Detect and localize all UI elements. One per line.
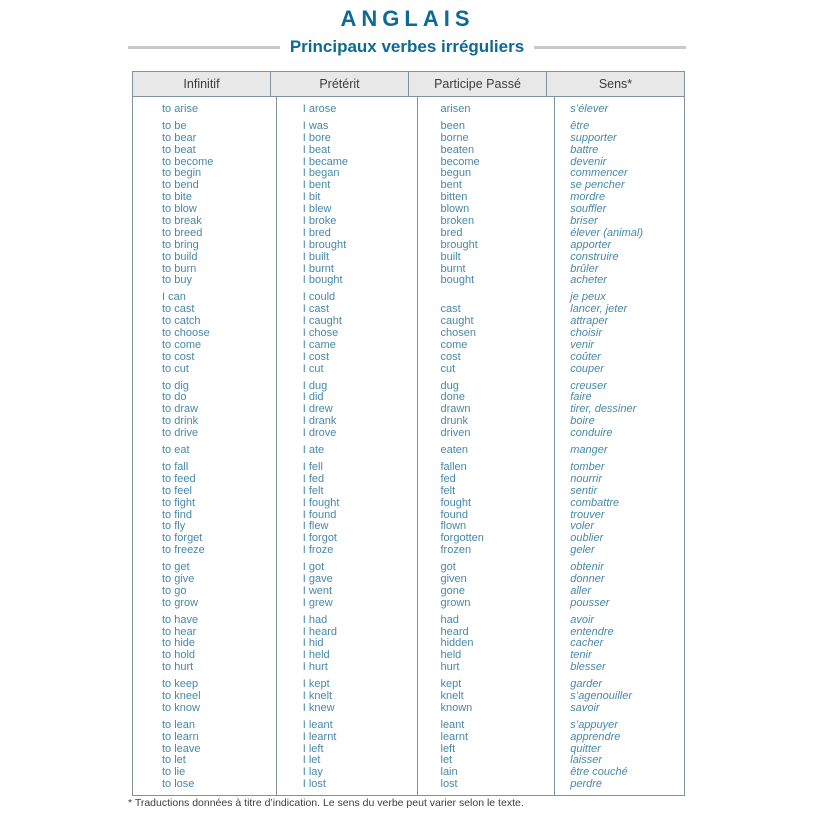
table-column-pret: [276, 97, 417, 795]
verb-cell-pret: I blew: [302, 203, 332, 216]
verb-group: [441, 104, 555, 116]
verb-cell-inf: to hurt: [162, 661, 194, 674]
verb-cell-inf: to fight: [162, 496, 196, 509]
verb-cell-pret: I caught: [302, 315, 342, 328]
verb-cell-pp: chosen: [440, 327, 476, 340]
verb-cell-sens: commencer: [570, 167, 628, 180]
verb-cell-pret: I went: [302, 584, 333, 597]
verb-cell-pret: I burnt: [302, 262, 334, 275]
verb-cell-pret: I drank: [302, 415, 337, 428]
verb-cell-sens: attraper: [570, 315, 609, 328]
column-header-inf: Infinitif: [183, 77, 220, 91]
verb-cell-sens: blesser: [570, 661, 606, 674]
verb-cell-pret: I bent: [302, 179, 331, 192]
verb-cell-inf: to grow: [162, 596, 199, 609]
verb-group: [570, 292, 684, 375]
verb-group: [303, 562, 417, 610]
verb-cell-sens: manger: [570, 444, 608, 457]
verb-cell-pret: I leant: [302, 718, 333, 731]
verb-cell-inf: to bear: [162, 131, 197, 144]
verb-cell-inf: to keep: [162, 678, 199, 691]
verb-cell-sens: apprendre: [570, 730, 621, 743]
verb-cell-pret: I hurt: [302, 661, 328, 674]
verb-group: [162, 679, 276, 715]
verb-cell-sens: laisser: [570, 754, 603, 767]
verb-cell-pret: I held: [302, 649, 330, 662]
verb-cell-sens: être: [570, 119, 590, 132]
verb-cell-pp: done: [440, 391, 465, 404]
verb-cell-pp: held: [440, 649, 462, 662]
verb-cell-sens: sentir: [570, 484, 598, 497]
verb-cell-inf: to break: [162, 215, 202, 228]
verb-cell-inf: to catch: [162, 315, 201, 328]
verb-cell-inf: to drive: [162, 427, 199, 440]
verb-cell-pret: I found: [302, 508, 337, 521]
verb-cell-sens: apporter: [570, 238, 612, 251]
verb-cell-pret: I built: [302, 250, 330, 263]
verb-cell-pret: I did: [302, 391, 324, 404]
verb-cell-inf: to beat: [162, 143, 196, 156]
verb-group: [570, 445, 684, 457]
verb-cell-inf: to draw: [162, 403, 199, 416]
verb-group: [570, 462, 684, 557]
verb-cell-pret: I hid: [302, 637, 324, 650]
verb-cell-inf: to lose: [162, 778, 195, 791]
verb-cell-pret: I knelt: [302, 689, 333, 702]
verb-cell-pret: I froze: [302, 544, 334, 557]
verb-cell-inf: to fly: [162, 520, 186, 533]
verb-cell-pret: I fed: [302, 472, 325, 485]
verb-cell-pret: I could: [302, 291, 336, 304]
verb-group: [303, 615, 417, 674]
verb-cell-inf: to do: [162, 391, 187, 404]
verb-cell-pret: I fell: [302, 460, 323, 473]
verb-cell-pp: fed: [440, 472, 456, 485]
verb-cell-sens: geler: [570, 544, 595, 557]
verb-cell-sens: perdre: [570, 778, 603, 791]
verb-cell-pp: forgotten: [440, 532, 484, 545]
verb-cell-pret: I dug: [302, 379, 328, 392]
verb-cell-pret: I bore: [302, 131, 331, 144]
verb-cell-inf: to blow: [162, 203, 197, 216]
verb-cell-sens: construire: [570, 250, 619, 263]
verb-cell-pp: given: [440, 572, 467, 585]
verb-cell-pret: I lay: [302, 766, 323, 779]
column-header-pret: Prétérit: [270, 72, 408, 96]
verb-cell-sens: devenir: [570, 155, 607, 168]
verb-cell-pp: drawn: [440, 403, 471, 416]
verb-cell-pp: burnt: [440, 262, 466, 275]
verb-cell-pp: cost: [440, 350, 461, 363]
column-header-pp: Participe Passé: [408, 72, 546, 96]
verb-group: [303, 381, 417, 440]
verb-cell-pret: I knew: [302, 701, 335, 714]
verb-group: [162, 615, 276, 674]
verb-cell-pp: hurt: [440, 661, 460, 674]
verb-cell-sens: boire: [570, 415, 595, 428]
verb-group: [303, 679, 417, 715]
verb-group: [570, 381, 684, 440]
verb-cell-pp: lain: [440, 766, 458, 779]
verb-group: [441, 292, 555, 375]
verb-cell-pret: I lost: [302, 778, 326, 791]
verb-group: [570, 679, 684, 715]
verb-cell-pret: I felt: [302, 484, 324, 497]
verb-cell-inf: to feel: [162, 484, 192, 497]
verb-cell-sens: donner: [570, 572, 605, 585]
verb-cell-pp: eaten: [440, 444, 469, 457]
subtitle-rule-left: [128, 46, 280, 49]
verb-cell-inf: to arise: [162, 103, 199, 115]
verb-cell-sens: quitter: [570, 742, 601, 755]
verb-cell-sens: s’élever: [570, 103, 609, 115]
verb-cell-pp: known: [440, 701, 473, 714]
verb-cell-pret: I cast: [302, 303, 330, 316]
verb-cell-inf: to feed: [162, 472, 196, 485]
table-header-row: [133, 72, 684, 97]
subtitle-row: [128, 37, 686, 57]
verb-cell-inf: to freeze: [162, 544, 205, 557]
verb-cell-pp: kept: [440, 678, 462, 691]
verb-cell-pp: learnt: [440, 730, 469, 743]
verb-cell-pret: I gave: [302, 572, 333, 585]
verb-cell-inf: to breed: [162, 226, 203, 239]
verb-cell-pret: I cost: [302, 350, 330, 363]
verb-cell-pp: brought: [440, 238, 478, 251]
footnote: * Traductions données à titre d’indication. Le sens du verbe peut varier selon le texte.: [128, 797, 524, 809]
verb-cell-pret: I began: [302, 167, 340, 180]
verb-cell-sens: voler: [570, 520, 595, 533]
table-column-inf: [133, 97, 276, 795]
verb-cell-pret: I had: [302, 613, 328, 626]
verb-cell-pret: I drew: [302, 403, 333, 416]
column-header-sens: Sens*: [546, 72, 684, 96]
verb-cell-inf: to get: [162, 561, 190, 574]
verb-cell-sens: trouver: [570, 508, 605, 521]
verb-cell-inf: to cost: [162, 350, 195, 363]
subtitle-rule-right: [534, 46, 686, 49]
verb-cell-inf: to hide: [162, 637, 196, 650]
verb-cell-inf: to find: [162, 508, 192, 521]
verb-cell-pp: leant: [440, 718, 465, 731]
verb-cell-pp: let: [440, 754, 453, 767]
verb-cell-inf: to hear: [162, 625, 197, 638]
verb-cell-pret: I beat: [302, 143, 331, 156]
verb-cell-pret: I became: [302, 155, 348, 168]
verb-cell-inf: to learn: [162, 730, 199, 743]
verb-cell-pp: bred: [440, 226, 463, 239]
verb-cell-pp: gone: [440, 584, 465, 597]
verb-cell-pret: I drove: [302, 427, 337, 440]
verb-cell-sens: nourrir: [570, 472, 603, 485]
verb-cell-pret: I heard: [302, 625, 337, 638]
verb-cell-pp: hidden: [440, 637, 474, 650]
verb-cell-pp: had: [440, 613, 459, 626]
verb-group: [303, 121, 417, 287]
verb-group: [441, 121, 555, 287]
verb-group: [303, 445, 417, 457]
verb-cell-pp: drunk: [440, 415, 469, 428]
verb-group: [570, 104, 684, 116]
verb-group: [570, 121, 684, 287]
verb-cell-pp: left: [440, 742, 456, 755]
verb-cell-inf: to buy: [162, 274, 192, 287]
verb-cell-pp: cast: [440, 303, 461, 316]
verb-cell-sens: élever (animal): [570, 226, 643, 239]
table-column-pp: [417, 97, 555, 795]
verb-cell-pret: I let: [302, 754, 321, 767]
page-title: ANGLAIS: [340, 6, 475, 31]
verb-cell-sens: tenir: [570, 649, 592, 662]
verb-cell-pret: I arose: [302, 103, 337, 115]
verb-cell-sens: avoir: [570, 613, 595, 626]
verb-cell-pret: I flew: [302, 520, 329, 533]
verb-cell-sens: souffler: [570, 203, 607, 216]
verb-cell-sens: coûter: [570, 350, 601, 363]
verb-group: [570, 615, 684, 674]
verb-group: [441, 679, 555, 715]
verb-cell-inf: to cut: [162, 362, 189, 375]
page-subtitle: Principaux verbes irréguliers: [289, 37, 525, 56]
verb-cell-sens: combattre: [570, 496, 620, 509]
verb-cell-pret: I forgot: [302, 532, 337, 545]
verb-cell-inf: to cast: [162, 303, 195, 316]
verb-group: [162, 381, 276, 440]
verb-group: [303, 104, 417, 116]
verb-cell-inf: to lean: [162, 718, 196, 731]
verb-cell-pp: got: [440, 561, 456, 574]
verb-cell-sens: entendre: [570, 625, 614, 638]
verb-cell-inf: to bring: [162, 238, 199, 251]
verb-cell-sens: choisir: [570, 327, 603, 340]
verb-cell-pp: become: [440, 155, 480, 168]
verb-cell-pret: I bought: [302, 274, 343, 287]
verb-cell-inf: to drink: [162, 415, 199, 428]
verb-group: [441, 720, 555, 791]
verb-cell-pret: I came: [302, 338, 336, 351]
verb-cell-sens: conduire: [570, 427, 613, 440]
verb-group: [303, 720, 417, 791]
verb-cell-pp: felt: [440, 484, 456, 497]
verb-cell-sens: être couché: [570, 766, 628, 779]
verb-cell-inf: to dig: [162, 379, 189, 392]
verb-cell-inf: to kneel: [162, 689, 201, 702]
verb-cell-pp: grown: [440, 596, 471, 609]
verb-cell-pp: arisen: [440, 103, 471, 115]
verb-group: [162, 121, 276, 287]
verb-cell-sens: aller: [570, 584, 592, 597]
verb-cell-pret: I got: [302, 561, 325, 574]
verb-cell-inf: to leave: [162, 742, 201, 755]
verb-cell-sens: savoir: [570, 701, 600, 714]
verb-cell-inf: to fall: [162, 460, 189, 473]
verb-cell-inf: to come: [162, 338, 202, 351]
verb-group: [441, 562, 555, 610]
verb-group: [162, 462, 276, 557]
verb-cell-pp: broken: [440, 215, 475, 228]
verb-cell-sens: creuser: [570, 379, 607, 392]
verb-cell-pp: flown: [440, 520, 467, 533]
verb-cell-pp: knelt: [440, 689, 464, 702]
verb-group: [441, 445, 555, 457]
verb-cell-inf: to be: [162, 119, 187, 132]
verb-cell-inf: to go: [162, 584, 187, 597]
verb-cell-inf: to let: [162, 754, 186, 767]
verb-group: [162, 104, 276, 116]
verb-cell-inf: to have: [162, 613, 199, 626]
verb-group: [162, 720, 276, 791]
verb-cell-pp: fallen: [440, 460, 467, 473]
verb-cell-pp: come: [440, 338, 468, 351]
verb-cell-pret: I bit: [302, 191, 321, 204]
verb-cell-sens: s’agenouiller: [570, 689, 633, 702]
verb-cell-pret: I broke: [302, 215, 337, 228]
verb-cell-inf: to become: [162, 155, 214, 168]
verb-cell-pp: built: [440, 250, 461, 263]
verb-cell-pp: fought: [440, 496, 472, 509]
verb-cell-inf: to burn: [162, 262, 197, 275]
verb-cell-inf: to know: [162, 701, 200, 714]
verb-cell-pp: begun: [440, 167, 472, 180]
verb-cell-sens: tirer, dessiner: [570, 403, 637, 416]
verb-cell-pret: I fought: [302, 496, 340, 509]
verb-group: [570, 720, 684, 791]
verb-cell-sens: se pencher: [570, 179, 625, 192]
table-body: [133, 97, 684, 795]
verb-group: [162, 292, 276, 375]
verb-cell-pp: dug: [440, 379, 459, 392]
verb-cell-sens: venir: [570, 338, 595, 351]
verb-cell-sens: faire: [570, 391, 592, 404]
verb-cell-sens: battre: [570, 143, 599, 156]
verb-cell-sens: je peux: [570, 291, 606, 304]
verb-cell-pp: found: [440, 508, 469, 521]
verb-cell-pret: I was: [302, 119, 329, 132]
irregular-verbs-table: [132, 71, 685, 796]
table-column-sens: [554, 97, 684, 795]
verb-cell-sens: acheter: [570, 274, 607, 287]
verb-group: [441, 381, 555, 440]
verb-cell-pp: caught: [440, 315, 474, 328]
verb-cell-inf: to give: [162, 572, 195, 585]
verb-cell-pp: bitten: [440, 191, 468, 204]
verb-cell-pret: I ate: [302, 444, 325, 457]
verb-group: [162, 562, 276, 610]
verb-cell-inf: to bend: [162, 179, 199, 192]
verb-cell-sens: tomber: [570, 460, 605, 473]
verb-cell-inf: I can: [162, 291, 186, 304]
verb-cell-sens: oublier: [570, 532, 604, 545]
verb-cell-sens: supporter: [570, 131, 617, 144]
verb-cell-inf: to hold: [162, 649, 196, 662]
verb-cell-pret: I kept: [302, 678, 330, 691]
verb-cell-pret: I grew: [302, 596, 333, 609]
verb-cell-pp: bent: [440, 179, 462, 192]
verb-cell-inf: to choose: [162, 327, 210, 340]
verb-cell-sens: briser: [570, 215, 598, 228]
verb-cell-inf: to build: [162, 250, 198, 263]
verb-cell-sens: obtenir: [570, 561, 604, 574]
verb-group: [441, 615, 555, 674]
verb-cell-pret: I learnt: [302, 730, 337, 743]
verb-cell-inf: to forget: [162, 532, 203, 545]
verb-cell-pp: driven: [440, 427, 471, 440]
verb-cell-pp: been: [440, 119, 465, 132]
verb-cell-sens: cacher: [570, 637, 604, 650]
verb-cell-inf: to bite: [162, 191, 192, 204]
verb-cell-sens: s’appuyer: [570, 718, 618, 731]
verb-cell-inf: to begin: [162, 167, 202, 180]
verb-group: [303, 462, 417, 557]
verb-group: [162, 445, 276, 457]
verb-group: [441, 462, 555, 557]
verb-cell-pret: I left: [302, 742, 324, 755]
verb-cell-pp: bought: [440, 274, 475, 287]
verb-cell-sens: mordre: [570, 191, 606, 204]
verb-cell-pp: heard: [440, 625, 469, 638]
verb-cell-pp: beaten: [440, 143, 475, 156]
verb-group: [303, 292, 417, 375]
verb-group: [570, 562, 684, 610]
verb-cell-sens: lancer, jeter: [570, 303, 628, 316]
verb-cell-pret: I brought: [302, 238, 347, 251]
verb-cell-pp: cut: [440, 362, 456, 375]
verb-cell-inf: to eat: [162, 444, 190, 457]
verb-cell-pp: blown: [440, 203, 470, 216]
verb-cell-pp: borne: [440, 131, 469, 144]
verb-cell-pp: lost: [440, 778, 458, 791]
verb-cell-inf: to lie: [162, 766, 186, 779]
verb-cell-pret: I bred: [302, 226, 331, 239]
verb-cell-sens: brûler: [570, 262, 599, 275]
verb-cell-sens: garder: [570, 678, 603, 691]
verb-cell-pp: frozen: [440, 544, 472, 557]
verb-cell-pret: I chose: [302, 327, 339, 340]
verb-cell-pret: I cut: [302, 362, 324, 375]
verb-cell-sens: couper: [570, 362, 604, 375]
verb-cell-sens: pousser: [570, 596, 610, 609]
